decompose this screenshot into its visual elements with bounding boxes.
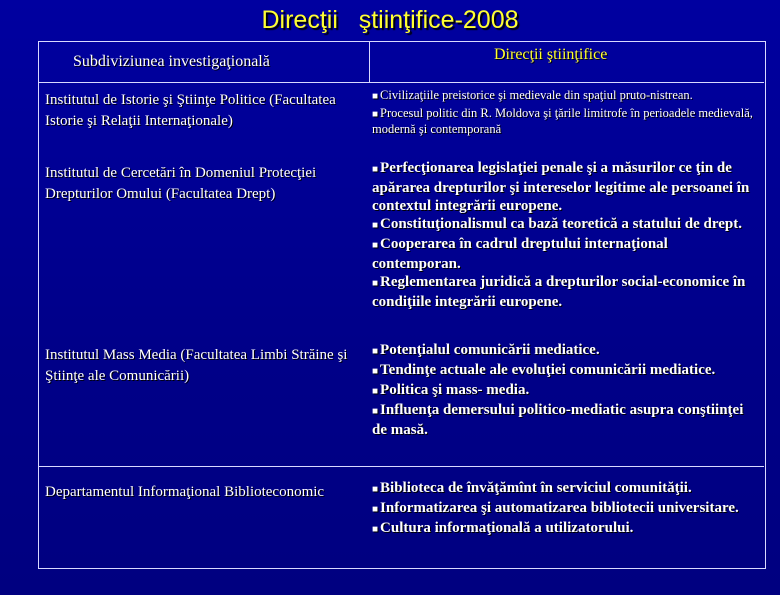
bullet-icon: ■ [372, 484, 379, 495]
list-item: ■ Perfecţionarea legislaţiei penale şi a măsurilor ce ţin de apărarea drepturilor şi intereselor legitime ale persoanei în contextul integrării europene. [372, 160, 750, 214]
list-item: ■ Biblioteca de învăţămînt în serviciul comunităţii. [372, 480, 692, 496]
row-1-directions [372, 88, 757, 137]
row-3-unit: Institutul Mass Media (Facultatea Limbi Străine şi Ştiinţe ale Comunicării) [45, 347, 348, 384]
list-item: ■ Influenţa demersului politico-mediatic asupra conştiinţei de masă. [372, 402, 744, 438]
list-item: ■ Constituţionalismul ca bază teoretică a statului de drept. [372, 216, 742, 232]
bullet-icon: ■ [372, 240, 379, 251]
header-subdivision: Subdiviziunea investigaţională [73, 53, 270, 70]
table-header [39, 42, 764, 83]
header-directions: Direcţii ştiinţifice [494, 46, 608, 63]
bullet-icon: ■ [372, 220, 379, 231]
row-1-unit: Institutul de Istorie şi Ştiinţe Politice (Facultatea Istorie şi Relaţii Internaţionale) [45, 92, 336, 129]
bullet-icon: ■ [372, 524, 379, 535]
bullet-icon: ■ [372, 91, 379, 102]
list-item: ■ Civilizaţiile preistorice şi medievale din spaţiul pruto-nistrean. [372, 88, 693, 102]
row-3-directions [372, 341, 757, 439]
bullet-icon: ■ [372, 504, 379, 515]
bullet-icon: ■ [372, 278, 379, 289]
row-4-directions [372, 479, 757, 539]
directions-table [38, 41, 766, 569]
bullet-icon: ■ [372, 386, 379, 397]
list-item: ■ Politica şi mass- media. [372, 382, 530, 398]
list-item: ■ Procesul politic din R. Moldova şi ţările limitrofe în perioadele medievală, modernă şi contemporană [372, 106, 753, 136]
row-2-directions [372, 159, 757, 311]
row-4-unit: Departamentul Informaţional Biblioteconomic [45, 484, 325, 500]
bullet-icon: ■ [372, 164, 379, 175]
bullet-icon: ■ [372, 346, 379, 357]
slide-title: Direcţii ştiinţifice-2008 [261, 6, 519, 34]
bullet-icon: ■ [372, 406, 379, 417]
header-left-cell [39, 42, 370, 82]
row-2-unit: Institutul de Cercetări în Domeniul Protecţiei Drepturilor Omului (Facultatea Drept) [45, 165, 317, 202]
bullet-icon: ■ [372, 109, 379, 120]
list-item: ■ Cooperarea în cadrul dreptului internaţional contemporan. [372, 236, 668, 272]
list-item: ■ Cultura informaţională a utilizatorului. [372, 520, 634, 536]
list-item: ■ Informatizarea şi automatizarea bibliotecii universitare. [372, 500, 739, 516]
list-item: ■ Tendinţe actuale ale evoluţiei comunicării mediatice. [372, 362, 716, 378]
row-divider [39, 466, 764, 467]
list-item: ■ Reglementarea juridică a drepturilor social-economice în condiţiile integrării europene. [372, 274, 746, 310]
list-item: ■ Potenţialul comunicării mediatice. [372, 342, 600, 358]
bullet-icon: ■ [372, 366, 379, 377]
